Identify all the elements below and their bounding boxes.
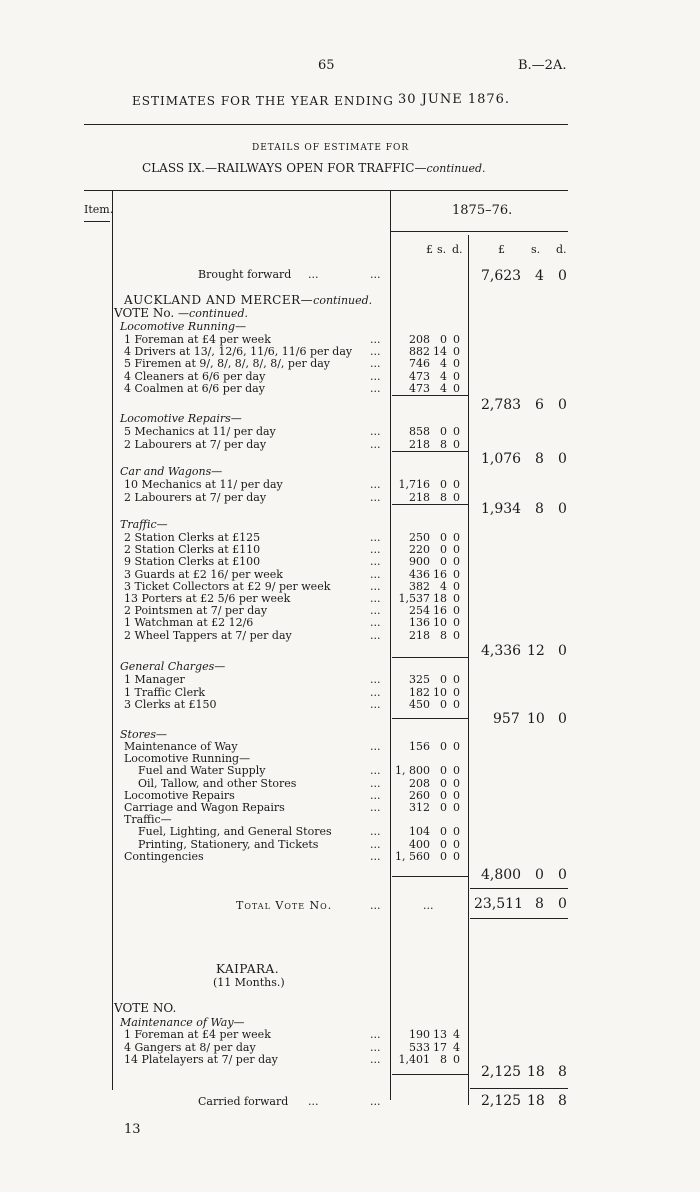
page-title-date: 30 JUNE 1876. [398, 92, 511, 107]
brought-forward-label: Brought forward [198, 268, 292, 281]
line-item-shillings: 16 [433, 568, 447, 581]
line-item-shillings: 0 [440, 555, 447, 568]
line-item-shillings: 0 [440, 673, 447, 686]
line-item-pence: 0 [453, 370, 460, 383]
kaipara-total-pence: 8 [558, 1064, 567, 1080]
line-item-pence: 0 [453, 686, 460, 699]
header-rule [84, 124, 568, 125]
leader-dots: ... [370, 491, 381, 504]
amount-column-divider-left [390, 190, 391, 1100]
currency-header-right-pounds: £ [498, 243, 505, 256]
leader-dots: ... [370, 629, 381, 642]
line-item-label: 2 Station Clerks at £110 [124, 543, 261, 556]
line-item-shillings: 10 [433, 686, 447, 699]
subtotal-rule [392, 657, 468, 658]
leader-dots: ... [370, 543, 381, 556]
line-item-shillings: 0 [440, 801, 447, 814]
locomotive-running-total-pounds: 2,783 [481, 397, 522, 413]
leader-dots: ... [308, 1095, 319, 1108]
leader-dots: ... [370, 555, 381, 568]
total-vote-pounds: 23,511 [474, 896, 523, 912]
line-item-label: 5 Firemen at 9/, 8/, 8/, 8/, 8/, per day [124, 357, 331, 370]
line-item-shillings: 8 [440, 629, 447, 642]
table-top-rule [84, 190, 568, 191]
leader-dots: ... [370, 382, 381, 395]
locomotive-running-total-shillings: 6 [535, 397, 544, 413]
line-item-pence: 0 [453, 580, 460, 593]
class-title-main: CLASS IX.—RAILWAYS OPEN FOR TRAFFIC— [142, 161, 427, 175]
line-item-pence: 0 [453, 850, 460, 863]
brought-forward-pence: 0 [558, 268, 567, 284]
line-item-pounds: 312 [409, 801, 430, 814]
line-item-shillings: 8 [440, 491, 447, 504]
kaipara-vote: VOTE NO. [114, 1001, 177, 1015]
leader-dots: ... [370, 1041, 381, 1054]
currency-header-left-pounds: £ [426, 243, 433, 256]
item-header-rule [84, 221, 110, 222]
line-item-shillings: 10 [433, 616, 447, 629]
currency-header-right-pence: d. [556, 243, 567, 256]
currency-header-left-shillings: s. [437, 243, 447, 256]
line-item-pounds: 220 [409, 543, 430, 556]
line-item-pence: 0 [453, 698, 460, 711]
line-item-shillings: 8 [440, 1053, 447, 1066]
line-item-pence: 0 [453, 592, 460, 605]
line-item-pence: 0 [453, 333, 460, 346]
line-item-shillings: 0 [440, 478, 447, 491]
auckland-title [124, 293, 372, 307]
line-item-pounds: 190 [409, 1028, 430, 1041]
leader-dots: ... [370, 838, 381, 851]
leader-dots: ... [308, 268, 319, 281]
line-item-pence: 0 [453, 616, 460, 629]
leader-dots: ... [370, 568, 381, 581]
line-item-pounds: 218 [409, 438, 430, 451]
line-item-shillings: 0 [440, 543, 447, 556]
line-item-label: 2 Wheel Tappers at 7/ per day [124, 629, 292, 642]
line-item-pounds: 218 [409, 491, 430, 504]
line-item-label: 1 Manager [124, 673, 185, 686]
line-item-label: 3 Ticket Collectors at £2 9/ per week [124, 580, 331, 593]
car-wagons-total-pence: 0 [558, 501, 567, 517]
stores-heading: Stores— [120, 728, 167, 741]
line-item-label: Locomotive Running— [124, 752, 251, 765]
locomotive-running-total-pence: 0 [558, 397, 567, 413]
line-item-pounds: 156 [409, 740, 430, 753]
subtotal-rule [392, 1074, 468, 1075]
line-item-pence: 0 [453, 825, 460, 838]
line-item-pounds: 473 [409, 370, 430, 383]
line-item-pence: 0 [453, 543, 460, 556]
leader-dots: ... [370, 438, 381, 451]
leader-dots: ... [370, 899, 381, 912]
line-item-label: 2 Station Clerks at £125 [124, 531, 261, 544]
leader-dots: ... [370, 764, 381, 777]
line-item-shillings: 0 [440, 789, 447, 802]
line-item-pounds: 1, 560 [395, 850, 430, 863]
leader-dots: ... [423, 899, 434, 912]
line-item-shillings: 17 [433, 1041, 447, 1054]
line-item-pence: 0 [453, 801, 460, 814]
signature-number: 13 [124, 1122, 141, 1137]
line-item-pence: 0 [453, 629, 460, 642]
leader-dots: ... [370, 673, 381, 686]
line-item-shillings: 0 [440, 777, 447, 790]
line-item-label: Contingencies [124, 850, 204, 863]
total-vote-pence: 0 [558, 896, 567, 912]
line-item-pence: 0 [453, 555, 460, 568]
leader-dots: ... [370, 268, 381, 281]
details-heading: DETAILS OF ESTIMATE FOR [252, 143, 410, 153]
line-item-label: 4 Drivers at 13/, 12/6, 11/6, 11/6 per day [124, 345, 353, 358]
stores-total-shillings: 0 [535, 867, 544, 883]
line-item-pounds: 436 [409, 568, 430, 581]
line-item-label: 9 Station Clerks at £100 [124, 555, 261, 568]
line-item-label: Fuel and Water Supply [138, 764, 266, 777]
line-item-label: Traffic— [124, 813, 172, 826]
line-item-label: 1 Watchman at £2 12/6 [124, 616, 254, 629]
locomotive-repairs-total-pounds: 1,076 [481, 451, 522, 467]
line-item-pounds: 858 [409, 425, 430, 438]
leader-dots: ... [370, 825, 381, 838]
line-item-pence: 0 [453, 382, 460, 395]
carried-forward-rule [470, 1088, 568, 1089]
line-item-shillings: 0 [440, 825, 447, 838]
line-item-pounds: 900 [409, 555, 430, 568]
locomotive-repairs-total-shillings: 8 [535, 451, 544, 467]
leader-dots: ... [370, 850, 381, 863]
line-item-shillings: 18 [433, 592, 447, 605]
kaipara-title: KAIPARA. [216, 962, 280, 976]
general-charges-total-pence: 0 [558, 711, 567, 727]
line-item-label: Printing, Stationery, and Tickets [138, 838, 319, 851]
line-item-label: 4 Gangers at 8/ per day [124, 1041, 256, 1054]
grand-total-rule-top [470, 888, 568, 889]
line-item-pounds: 382 [409, 580, 430, 593]
line-item-pounds: 746 [409, 357, 430, 370]
line-item-shillings: 0 [440, 333, 447, 346]
line-item-label: 10 Mechanics at 11/ per day [124, 478, 283, 491]
leader-dots: ... [370, 357, 381, 370]
total-vote-shillings: 8 [535, 896, 544, 912]
line-item-pence: 4 [453, 1041, 460, 1054]
line-item-shillings: 14 [433, 345, 447, 358]
line-item-shillings: 16 [433, 604, 447, 617]
subtotal-rule [392, 876, 468, 877]
brought-forward-pounds: 7,623 [481, 268, 522, 284]
brought-forward-shillings: 4 [535, 268, 544, 284]
leader-dots: ... [370, 740, 381, 753]
kaipara-heading: Maintenance of Way— [120, 1016, 245, 1029]
leader-dots: ... [370, 592, 381, 605]
line-item-label: Maintenance of Way [124, 740, 238, 753]
line-item-pence: 0 [453, 838, 460, 851]
line-item-shillings: 13 [433, 1028, 447, 1041]
grand-total-rule-bottom [470, 918, 568, 919]
line-item-pounds: 533 [409, 1041, 430, 1054]
line-item-pounds: 1,716 [398, 478, 430, 491]
line-item-label: 14 Platelayers at 7/ per day [124, 1053, 278, 1066]
leader-dots: ... [370, 1028, 381, 1041]
line-item-pence: 0 [453, 789, 460, 802]
leader-dots: ... [370, 698, 381, 711]
line-item-pounds: 882 [409, 345, 430, 358]
line-item-pence: 0 [453, 777, 460, 790]
car-wagons-total-pounds: 1,934 [481, 501, 522, 517]
line-item-shillings: 4 [440, 357, 447, 370]
total-vote-label: Total Vote No. [236, 899, 333, 912]
line-item-label: 3 Guards at £2 16/ per week [124, 568, 283, 581]
traffic-heading: Traffic— [120, 518, 168, 531]
line-item-pence: 0 [453, 764, 460, 777]
page-number: 65 [318, 58, 335, 73]
kaipara-total-shillings: 18 [527, 1064, 545, 1080]
carried-forward-pounds: 2,125 [481, 1093, 522, 1109]
line-item-label: Locomotive Repairs [124, 789, 235, 802]
line-item-label: 4 Coalmen at 6/6 per day [124, 382, 265, 395]
stores-total-pence: 0 [558, 867, 567, 883]
locomotive-repairs-heading: Locomotive Repairs— [120, 412, 242, 425]
kaipara-subtitle: (11 Months.) [213, 976, 285, 989]
general-charges-total-pounds: 957 [493, 711, 520, 727]
line-item-pence: 0 [453, 531, 460, 544]
line-item-label: Carriage and Wagon Repairs [124, 801, 285, 814]
leader-dots: ... [370, 616, 381, 629]
line-item-pounds: 254 [409, 604, 430, 617]
carried-forward-label: Carried forward [198, 1095, 289, 1108]
line-item-shillings: 0 [440, 850, 447, 863]
line-item-label: 2 Pointsmen at 7/ per day [124, 604, 268, 617]
line-item-pounds: 400 [409, 838, 430, 851]
line-item-pence: 0 [453, 604, 460, 617]
line-item-label: 5 Mechanics at 11/ per day [124, 425, 276, 438]
currency-header-right-shillings: s. [531, 243, 541, 256]
line-item-pence: 0 [453, 740, 460, 753]
line-item-shillings: 0 [440, 764, 447, 777]
car-wagons-total-shillings: 8 [535, 501, 544, 517]
currency-header-left-pence: d. [452, 243, 463, 256]
traffic-total-shillings: 12 [527, 643, 545, 659]
subtotal-rule [392, 395, 468, 396]
line-item-pounds: 218 [409, 629, 430, 642]
line-item-pounds: 104 [409, 825, 430, 838]
line-item-label: 2 Labourers at 7/ per day [124, 491, 267, 504]
leader-dots: ... [370, 777, 381, 790]
line-item-pounds: 208 [409, 777, 430, 790]
general-charges-total-shillings: 10 [527, 711, 545, 727]
line-item-shillings: 0 [440, 531, 447, 544]
year-header-rule [390, 231, 568, 232]
leader-dots: ... [370, 370, 381, 383]
line-item-label: 13 Porters at £2 5/6 per week [124, 592, 291, 605]
line-item-shillings: 4 [440, 382, 447, 395]
line-item-pence: 0 [453, 345, 460, 358]
class-title [142, 161, 486, 175]
locomotive-repairs-total-pence: 0 [558, 451, 567, 467]
leader-dots: ... [370, 801, 381, 814]
auckland-title-suffix: continued. [313, 294, 373, 307]
traffic-total-pence: 0 [558, 643, 567, 659]
line-item-pounds: 1,537 [398, 592, 430, 605]
leader-dots: ... [370, 425, 381, 438]
line-item-pounds: 473 [409, 382, 430, 395]
line-item-pounds: 136 [409, 616, 430, 629]
line-item-label: Fuel, Lighting, and General Stores [138, 825, 332, 838]
subtotal-rule [392, 504, 468, 505]
line-item-pounds: 1,401 [398, 1053, 430, 1066]
leader-dots: ... [370, 604, 381, 617]
leader-dots: ... [370, 531, 381, 544]
document-reference: B.—2A. [518, 58, 567, 73]
general-charges-heading: General Charges— [120, 660, 226, 673]
auckland-title-main: AUCKLAND AND MERCER— [124, 293, 314, 307]
auckland-vote [114, 306, 248, 320]
line-item-label: 4 Cleaners at 6/6 per day [124, 370, 266, 383]
line-item-pounds: 260 [409, 789, 430, 802]
line-item-shillings: 8 [440, 438, 447, 451]
auckland-vote-label: VOTE No. [114, 306, 175, 320]
leader-dots: ... [370, 789, 381, 802]
leader-dots: ... [370, 1095, 381, 1108]
locomotive-running-heading: Locomotive Running— [120, 320, 247, 333]
line-item-label: 1 Foreman at £4 per week [124, 333, 271, 346]
line-item-label: 2 Labourers at 7/ per day [124, 438, 267, 451]
line-item-pence: 0 [453, 491, 460, 504]
traffic-total-pounds: 4,336 [481, 643, 522, 659]
carried-forward-pence: 8 [558, 1093, 567, 1109]
leader-dots: ... [370, 1053, 381, 1066]
class-title-suffix: continued. [426, 162, 486, 175]
auckland-vote-suffix: —continued. [178, 307, 249, 320]
carried-forward-shillings: 18 [527, 1093, 545, 1109]
line-item-label: 1 Traffic Clerk [124, 686, 206, 699]
leader-dots: ... [370, 478, 381, 491]
line-item-label: 3 Clerks at £150 [124, 698, 217, 711]
line-item-shillings: 0 [440, 425, 447, 438]
line-item-pence: 0 [453, 438, 460, 451]
line-item-pence: 0 [453, 1053, 460, 1066]
leader-dots: ... [370, 345, 381, 358]
leader-dots: ... [370, 580, 381, 593]
line-item-pence: 0 [453, 673, 460, 686]
line-item-pounds: 1, 800 [395, 764, 430, 777]
leader-dots: ... [370, 333, 381, 346]
line-item-pounds: 208 [409, 333, 430, 346]
item-column-divider [112, 190, 113, 1090]
line-item-pence: 4 [453, 1028, 460, 1041]
line-item-shillings: 4 [440, 580, 447, 593]
line-item-shillings: 4 [440, 370, 447, 383]
leader-dots: ... [370, 686, 381, 699]
line-item-label: 1 Foreman at £4 per week [124, 1028, 271, 1041]
line-item-pence: 0 [453, 357, 460, 370]
line-item-pounds: 250 [409, 531, 430, 544]
page-title: ESTIMATES FOR THE YEAR ENDING [132, 94, 394, 108]
amount-column-divider-mid [468, 235, 469, 1105]
item-column-header: Item. [84, 203, 114, 216]
line-item-shillings: 0 [440, 740, 447, 753]
line-item-pence: 0 [453, 568, 460, 581]
subtotal-rule [392, 451, 468, 452]
line-item-shillings: 0 [440, 698, 447, 711]
line-item-pounds: 182 [409, 686, 430, 699]
line-item-pounds: 325 [409, 673, 430, 686]
kaipara-total-pounds: 2,125 [481, 1064, 522, 1080]
car-wagons-heading: Car and Wagons— [120, 465, 223, 478]
subtotal-rule [392, 718, 468, 719]
line-item-pounds: 450 [409, 698, 430, 711]
line-item-pence: 0 [453, 425, 460, 438]
line-item-shillings: 0 [440, 838, 447, 851]
line-item-label: Oil, Tallow, and other Stores [138, 777, 297, 790]
year-column-header: 1875–76. [452, 203, 513, 218]
line-item-pence: 0 [453, 478, 460, 491]
stores-total-pounds: 4,800 [481, 867, 522, 883]
